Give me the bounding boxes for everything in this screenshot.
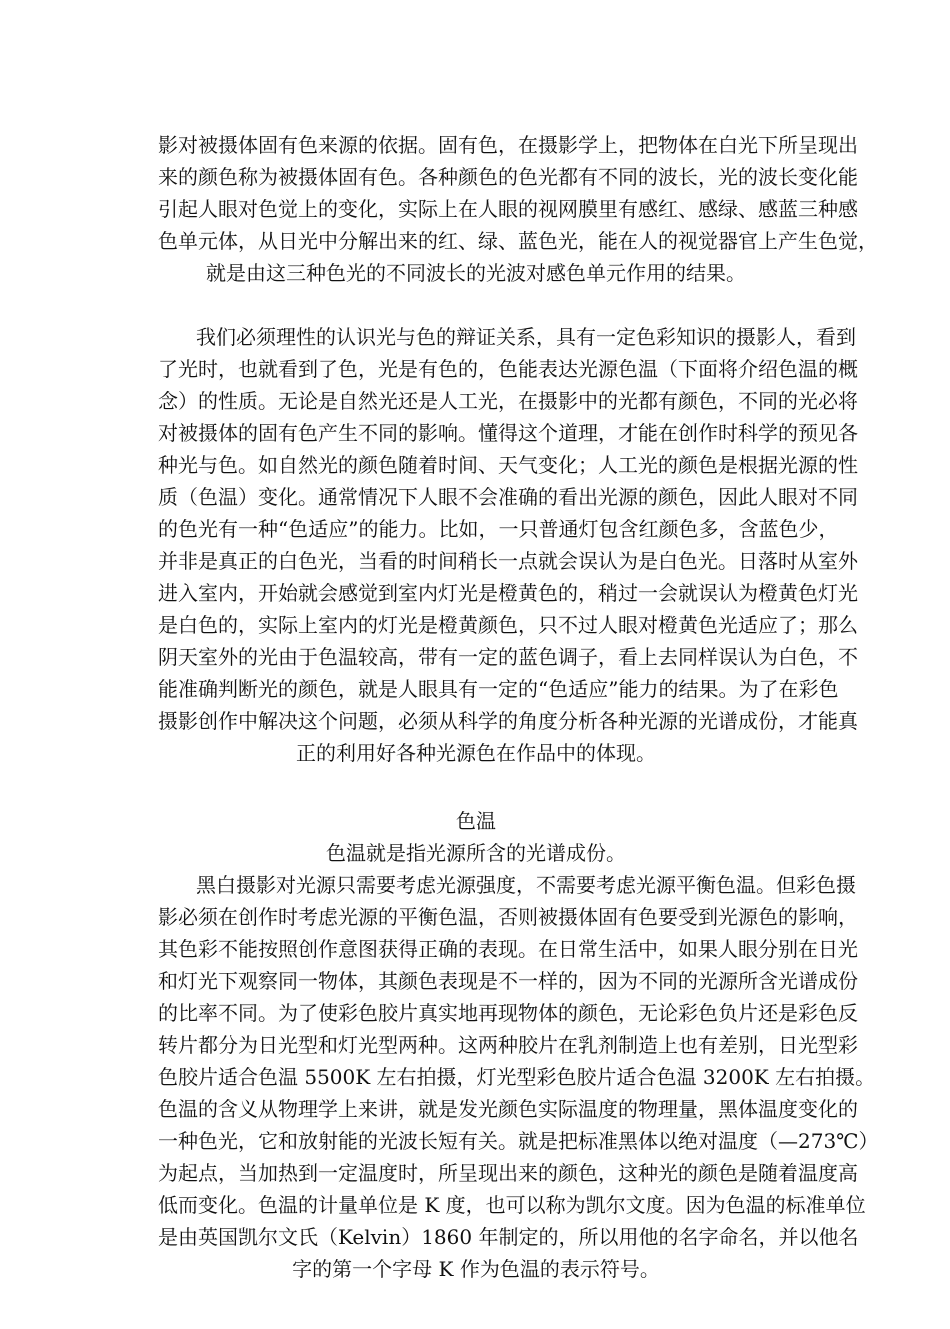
paragraph-3-line-6: 转片都分为日光型和灯光型两种。这两种胶片在乳剂制造上也有差别，日光型彩	[158, 1033, 858, 1057]
paragraph-2-line-5: 种光与色。如自然光的颜色随着时间、天气变化；人工光的颜色是根据光源的性	[158, 453, 858, 477]
paragraph-3-line-5: 的比率不同。为了使彩色胶片真实地再现物体的颜色，无论彩色负片还是彩色反	[158, 1001, 858, 1025]
paragraph-3-line-3: 其色彩不能按照创作意图获得正确的表现。在日常生活中，如果人眼分别在日光	[158, 937, 858, 961]
paragraph-2-line-11: 阴天室外的光由于色温较高，带有一定的蓝色调子，看上去同样误认为白色，不	[158, 645, 858, 669]
paragraph-2-line-3: 念）的性质。无论是自然光还是人工光，在摄影中的光都有颜色，不同的光必将	[158, 389, 858, 413]
paragraph-3-line-9: 一种色光，它和放射能的光波长短有关。就是把标准黑体以绝对温度（—273℃）	[158, 1129, 879, 1153]
paragraph-1-line-5: 就是由这三种色光的不同波长的光波对感色单元作用的结果。	[206, 261, 746, 285]
paragraph-3-line-11: 低而变化。色温的计量单位是 K 度，也可以称为凯尔文度。因为色温的标准单位	[158, 1193, 866, 1217]
paragraph-3-line-7: 色胶片适合色温 5500K 左右拍摄，灯光型彩色胶片适合色温 3200K 左右拍摄。	[158, 1065, 876, 1089]
paragraph-2-line-4: 对被摄体的固有色产生不同的影响。懂得这个道理，才能在创作时科学的预见各	[158, 421, 858, 445]
paragraph-3-line-2: 影必须在创作时考虑光源的平衡色温，否则被摄体固有色要受到光源色的影响，	[158, 905, 858, 929]
paragraph-3-line-10: 为起点，当加热到一定温度时，所呈现出来的颜色，这种光的颜色是随着温度高	[158, 1161, 858, 1185]
paragraph-2-line-14: 正的利用好各种光源色在作品中的体现。	[296, 741, 656, 765]
paragraph-3-line-8: 色温的含义从物理学上来讲，就是发光颜色实际温度的物理量，黑体温度变化的	[158, 1097, 858, 1121]
paragraph-2-line-8: 并非是真正的白色光，当看的时间稍长一点就会误认为是白色光。日落时从室外	[158, 549, 858, 573]
paragraph-2-line-1: 我们必须理性的认识光与色的辩证关系，具有一定色彩知识的摄影人，看到	[196, 325, 856, 349]
paragraph-3-line-4: 和灯光下观察同一物体，其颜色表现是不一样的，因为不同的光源所含光谱成份	[158, 969, 858, 993]
paragraph-1-line-3: 引起人眼对色觉上的变化，实际上在人眼的视网膜里有感红、感绿、感蓝三种感	[158, 197, 858, 221]
paragraph-3-line-1: 黑白摄影对光源只需要考虑光源强度，不需要考虑光源平衡色温。但彩色摄	[196, 873, 856, 897]
paragraph-3-line-13: 字的第一个字母 K 作为色温的表示符号。	[292, 1257, 660, 1281]
paragraph-2-line-2: 了光时，也就看到了色，光是有色的，色能表达光源色温（下面将介绍色温的概	[158, 357, 858, 381]
section-definition: 色温就是指光源所含的光谱成份。	[326, 841, 626, 865]
paragraph-1-line-4: 色单元体，从日光中分解出来的红、绿、蓝色光，能在人的视觉器官上产生色觉，	[158, 229, 878, 253]
paragraph-2-line-12: 能准确判断光的颜色，就是人眼具有一定的“色适应”能力的结果。为了在彩色	[158, 677, 839, 701]
paragraph-1-line-1: 影对被摄体固有色来源的依据。固有色，在摄影学上，把物体在白光下所呈现出	[158, 133, 858, 157]
paragraph-2-line-13: 摄影创作中解决这个问题，必须从科学的角度分析各种光源的光谱成份，才能真	[158, 709, 858, 733]
paragraph-2-line-9: 进入室内，开始就会感觉到室内灯光是橙黄色的，稍过一会就误认为橙黄色灯光	[158, 581, 858, 605]
paragraph-2-line-7: 的色光有一种“色适应”的能力。比如，一只普通灯包含红颜色多，含蓝色少，	[158, 517, 839, 541]
paragraph-3-line-12: 是由英国凯尔文氏（Kelvin）1860 年制定的，所以用他的名字命名，并以他名	[158, 1225, 859, 1249]
section-heading: 色温	[456, 809, 496, 833]
paragraph-2-line-6: 质（色温）变化。通常情况下人眼不会准确的看出光源的颜色，因此人眼对不同	[158, 485, 858, 509]
paragraph-1-line-2: 来的颜色称为被摄体固有色。各种颜色的色光都有不同的波长，光的波长变化能	[158, 165, 858, 189]
paragraph-2-line-10: 是白色的，实际上室内的灯光是橙黄颜色，只不过人眼对橙黄色光适应了；那么	[158, 613, 858, 637]
